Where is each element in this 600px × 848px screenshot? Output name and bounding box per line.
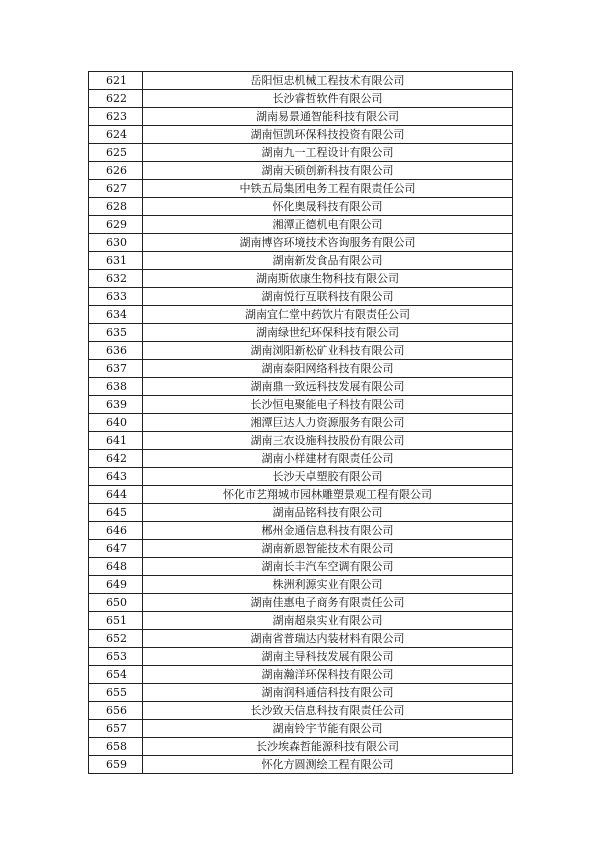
table-row (89, 288, 513, 306)
table-row (89, 558, 513, 576)
row-number: 633 (89, 288, 143, 306)
table-row (89, 702, 513, 720)
company-name: 湖南易景通智能科技有限公司 (143, 108, 513, 126)
row-number: 623 (89, 108, 143, 126)
row-number: 657 (89, 720, 143, 738)
row-number: 656 (89, 702, 143, 720)
company-name: 株洲利源实业有限公司 (143, 576, 513, 594)
row-number: 655 (89, 684, 143, 702)
table-row (89, 432, 513, 450)
row-number: 658 (89, 738, 143, 756)
row-number: 641 (89, 432, 143, 450)
company-name: 湖南超泉实业有限公司 (143, 612, 513, 630)
table-row (89, 486, 513, 504)
row-number: 648 (89, 558, 143, 576)
table-row (89, 270, 513, 288)
table-row (89, 180, 513, 198)
table-row (89, 612, 513, 630)
row-number: 629 (89, 216, 143, 234)
row-number: 636 (89, 342, 143, 360)
table-body (89, 72, 513, 774)
row-number: 653 (89, 648, 143, 666)
table-row (89, 378, 513, 396)
company-name: 湘潭正德机电有限公司 (143, 216, 513, 234)
row-number: 659 (89, 756, 143, 774)
company-name: 湖南宜仁堂中药饮片有限责任公司 (143, 306, 513, 324)
row-number: 644 (89, 486, 143, 504)
row-number: 630 (89, 234, 143, 252)
table-row (89, 360, 513, 378)
row-number: 621 (89, 72, 143, 90)
table-row (89, 108, 513, 126)
row-number: 639 (89, 396, 143, 414)
table-row (89, 594, 513, 612)
row-number: 651 (89, 612, 143, 630)
company-name: 湖南省普瑞达内装材料有限公司 (143, 630, 513, 648)
row-number: 652 (89, 630, 143, 648)
row-number: 624 (89, 126, 143, 144)
company-name: 长沙天卓塑胶有限公司 (143, 468, 513, 486)
company-name: 湖南天硕创新科技有限公司 (143, 162, 513, 180)
company-name: 中铁五局集团电务工程有限责任公司 (143, 180, 513, 198)
table-row (89, 576, 513, 594)
table-row (89, 468, 513, 486)
table-row (89, 90, 513, 108)
table-row (89, 504, 513, 522)
table-row (89, 144, 513, 162)
company-name: 湖南悦行互联科技有限公司 (143, 288, 513, 306)
company-name: 湖南铃宇节能有限公司 (143, 720, 513, 738)
company-name: 湖南瀚洋环保科技有限公司 (143, 666, 513, 684)
company-name: 湖南九一工程设计有限公司 (143, 144, 513, 162)
table-row (89, 414, 513, 432)
company-name: 郴州金通信息科技有限公司 (143, 522, 513, 540)
company-name: 湖南恒凯环保科技投资有限公司 (143, 126, 513, 144)
company-name: 湖南鼎一致远科技发展有限公司 (143, 378, 513, 396)
company-name: 湖南新发食品有限公司 (143, 252, 513, 270)
row-number: 643 (89, 468, 143, 486)
row-number: 634 (89, 306, 143, 324)
company-name: 湖南佳惠电子商务有限责任公司 (143, 594, 513, 612)
company-name: 湖南新恩智能技术有限公司 (143, 540, 513, 558)
table-row (89, 162, 513, 180)
table-row (89, 720, 513, 738)
table-row (89, 630, 513, 648)
table-row (89, 684, 513, 702)
row-number: 627 (89, 180, 143, 198)
row-number: 646 (89, 522, 143, 540)
row-number: 626 (89, 162, 143, 180)
table-row (89, 738, 513, 756)
row-number: 631 (89, 252, 143, 270)
company-name: 湖南绿世纪环保科技有限公司 (143, 324, 513, 342)
row-number: 642 (89, 450, 143, 468)
row-number: 650 (89, 594, 143, 612)
table-row (89, 666, 513, 684)
company-name: 怀化方圆测绘工程有限公司 (143, 756, 513, 774)
table-row (89, 324, 513, 342)
company-name: 湖南长丰汽车空调有限公司 (143, 558, 513, 576)
row-number: 638 (89, 378, 143, 396)
table-row (89, 342, 513, 360)
company-name: 湖南主导科技发展有限公司 (143, 648, 513, 666)
company-name: 长沙睿哲软件有限公司 (143, 90, 513, 108)
table-row (89, 216, 513, 234)
table-row (89, 252, 513, 270)
company-name: 怀化奥晟科技有限公司 (143, 198, 513, 216)
company-name: 长沙恒电聚能电子科技有限公司 (143, 396, 513, 414)
company-name: 湖南润科通信科技有限公司 (143, 684, 513, 702)
company-name: 怀化市艺翔城市园林雕塑景观工程有限公司 (143, 486, 513, 504)
row-number: 632 (89, 270, 143, 288)
company-name: 湖南博咨环境技术咨询服务有限公司 (143, 234, 513, 252)
row-number: 654 (89, 666, 143, 684)
table-row (89, 306, 513, 324)
row-number: 625 (89, 144, 143, 162)
company-name: 湖南斯依康生物科技有限公司 (143, 270, 513, 288)
company-name: 湖南品铭科技有限公司 (143, 504, 513, 522)
company-list-table (88, 71, 513, 774)
row-number: 622 (89, 90, 143, 108)
company-name: 湘潭巨达人力资源服务有限公司 (143, 414, 513, 432)
table-row (89, 396, 513, 414)
row-number: 649 (89, 576, 143, 594)
company-name: 湖南泰阳网络科技有限公司 (143, 360, 513, 378)
company-name: 长沙埃森哲能源科技有限公司 (143, 738, 513, 756)
row-number: 635 (89, 324, 143, 342)
table-row (89, 540, 513, 558)
table-row (89, 756, 513, 774)
table-row (89, 234, 513, 252)
row-number: 628 (89, 198, 143, 216)
table-row (89, 126, 513, 144)
company-name: 长沙致天信息科技有限责任公司 (143, 702, 513, 720)
table-row (89, 198, 513, 216)
row-number: 647 (89, 540, 143, 558)
company-name: 湖南小样建材有限责任公司 (143, 450, 513, 468)
table-row (89, 450, 513, 468)
row-number: 637 (89, 360, 143, 378)
company-name: 湖南浏阳新松矿业科技有限公司 (143, 342, 513, 360)
table-row (89, 522, 513, 540)
company-name: 湖南三农设施科技股份有限公司 (143, 432, 513, 450)
table-row (89, 648, 513, 666)
table-row (89, 72, 513, 90)
company-list-table-container (88, 71, 512, 774)
company-name: 岳阳恒忠机械工程技术有限公司 (143, 72, 513, 90)
row-number: 640 (89, 414, 143, 432)
row-number: 645 (89, 504, 143, 522)
